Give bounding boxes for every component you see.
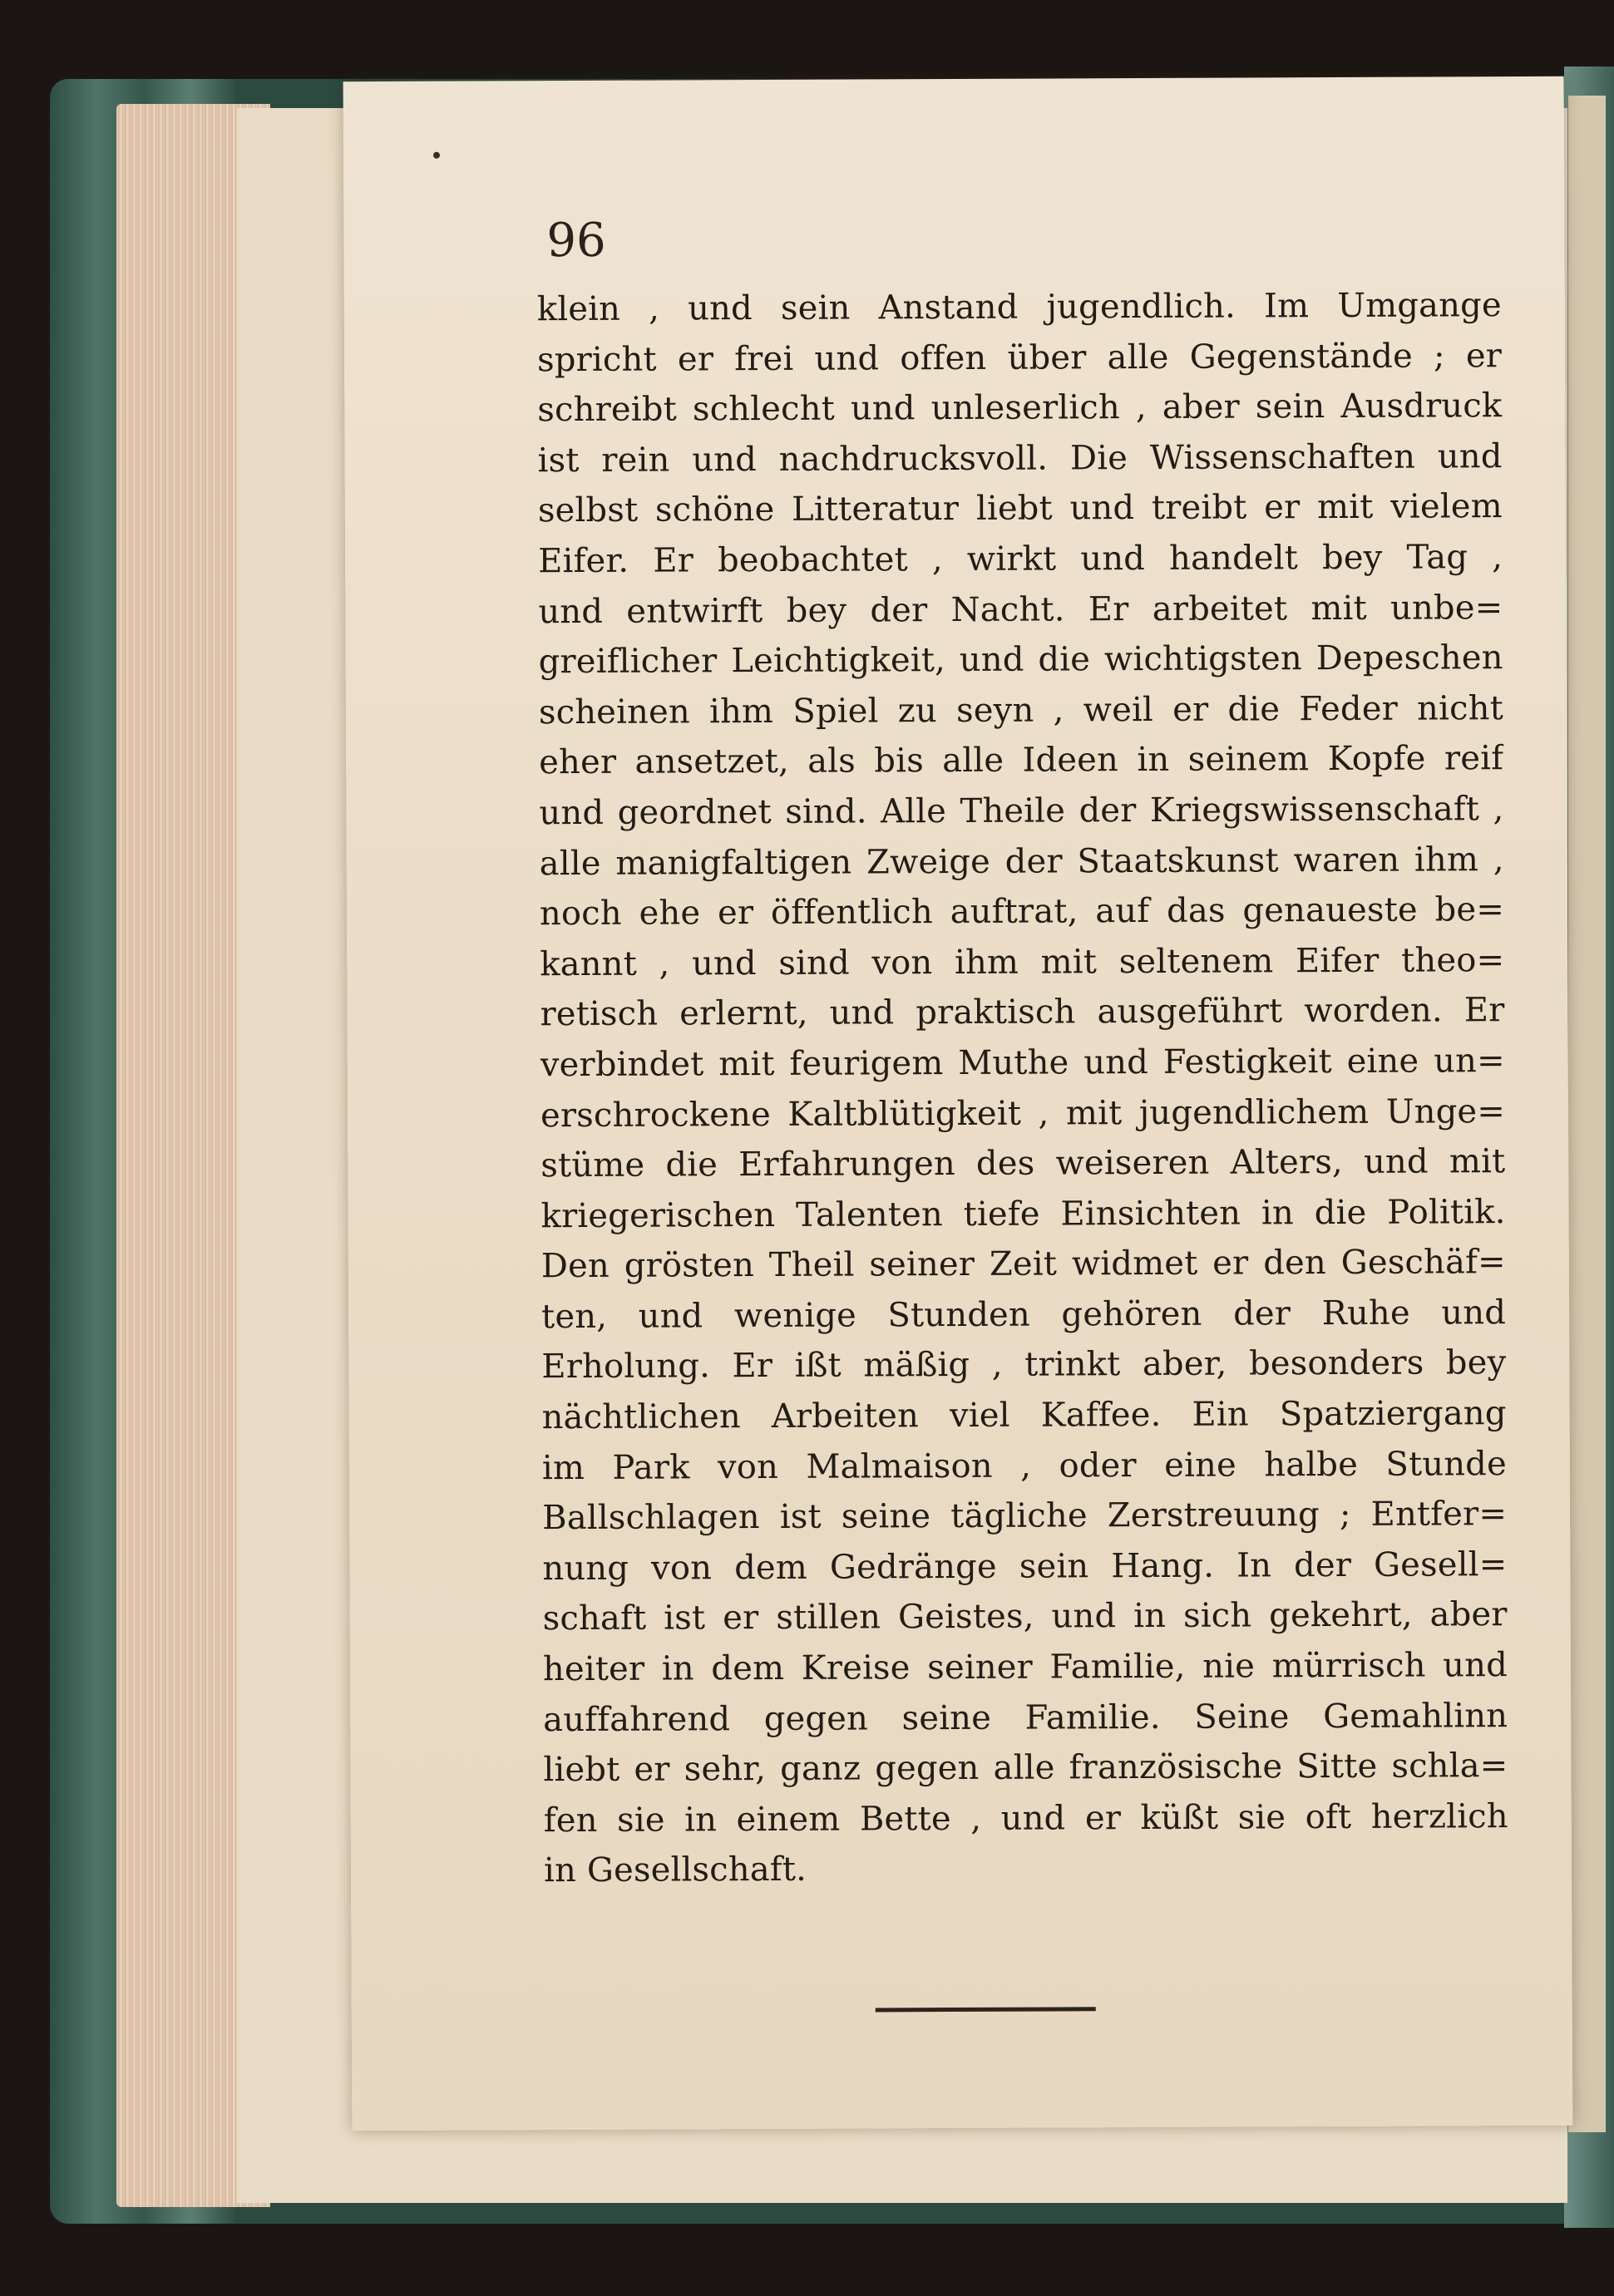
text-line: klein , und sein Anstand jugendlich. Im Umgange bbox=[536, 286, 1502, 329]
text-line: ten, und wenige Stunden gehören der Ruhe und bbox=[541, 1293, 1507, 1337]
text-line: ist rein und nachdrucksvoll. Die Wissenschaften und bbox=[537, 436, 1503, 480]
text-line: Den grösten Theil seiner Zeit widmet er den Geschäf= bbox=[540, 1243, 1506, 1286]
text-line: retisch erlernt, und praktisch ausgeführt worden. Er bbox=[540, 991, 1505, 1034]
text-line: liebt er sehr, ganz gegen alle französische Sitte schla= bbox=[543, 1747, 1508, 1790]
text-line: auffahrend gegen seine Familie. Seine Gemahlinn bbox=[543, 1696, 1508, 1739]
text-line: und geordnet sind. Alle Theile der Kriegswissenschaft , bbox=[539, 790, 1504, 833]
text-line: schreibt schlecht und unleserlich , aber sein Ausdruck bbox=[537, 387, 1503, 430]
text-line: Ballschlagen ist seine tägliche Zerstreuung ; Entfer= bbox=[542, 1495, 1508, 1538]
text-line: und entwirft bey der Nacht. Er arbeitet mit unbe= bbox=[538, 588, 1503, 631]
text-line: noch ehe er öffentlich auftrat, auf das genaueste be= bbox=[539, 890, 1505, 934]
text-line: eher ansetzet, als bis alle Ideen in seinem Kopfe reif bbox=[539, 739, 1504, 782]
text-line: erschrockene Kaltblütigkeit , mit jugendlichem Unge= bbox=[540, 1091, 1506, 1135]
text-line: alle manigfaltigen Zweige der Staatskunst waren ihm , bbox=[539, 840, 1504, 883]
text-line: heiter in dem Kreise seiner Familie, nie mürrisch und bbox=[542, 1646, 1508, 1689]
end-rule bbox=[876, 2007, 1096, 2012]
text-line: greiflicher Leichtigkeit, und die wichtigsten Depeschen bbox=[538, 638, 1503, 682]
text-line: im Park von Malmaison , oder eine halbe Stunde bbox=[541, 1444, 1507, 1487]
facing-page-edge bbox=[1568, 96, 1606, 2132]
ink-spot bbox=[433, 152, 440, 159]
text-line: nung von dem Gedränge sein Hang. In der Gesell= bbox=[542, 1545, 1508, 1589]
text-line: stüme die Erfahrungen des weiseren Alters, und mit bbox=[540, 1142, 1506, 1185]
text-line: nächtlichen Arbeiten viel Kaffee. Ein Spatziergang bbox=[541, 1394, 1507, 1437]
page-number: 96 bbox=[546, 213, 606, 269]
text-line: scheinen ihm Spiel zu seyn , weil er die Feder nicht bbox=[538, 688, 1504, 732]
text-line: kriegerischen Talenten tiefe Einsichten in die Politik. bbox=[540, 1192, 1506, 1235]
book-page bbox=[343, 76, 1573, 2131]
text-line: in Gesellschaft. bbox=[543, 1850, 807, 1890]
text-line: selbst schöne Litteratur liebt und treibt er mit vielem bbox=[537, 487, 1503, 530]
text-line: verbindet mit feurigem Muthe und Festigkeit eine un= bbox=[540, 1042, 1505, 1085]
text-line: fen sie in einem Bette , und er küßt sie oft herzlich bbox=[543, 1796, 1508, 1840]
text-line: schaft ist er stillen Geistes, und in sich gekehrt, aber bbox=[542, 1595, 1508, 1638]
text-line: spricht er frei und offen über alle Gegenstände ; er bbox=[536, 336, 1503, 379]
body-text bbox=[537, 280, 1508, 1896]
text-line: Erholung. Er ißt mäßig , trinkt aber, besonders bey bbox=[541, 1343, 1507, 1387]
text-line: Eifer. Er beobachtet , wirkt und handelt bey Tag , bbox=[538, 538, 1503, 581]
text-line: kannt , und sind von ihm mit seltenem Eifer theo= bbox=[540, 940, 1505, 983]
